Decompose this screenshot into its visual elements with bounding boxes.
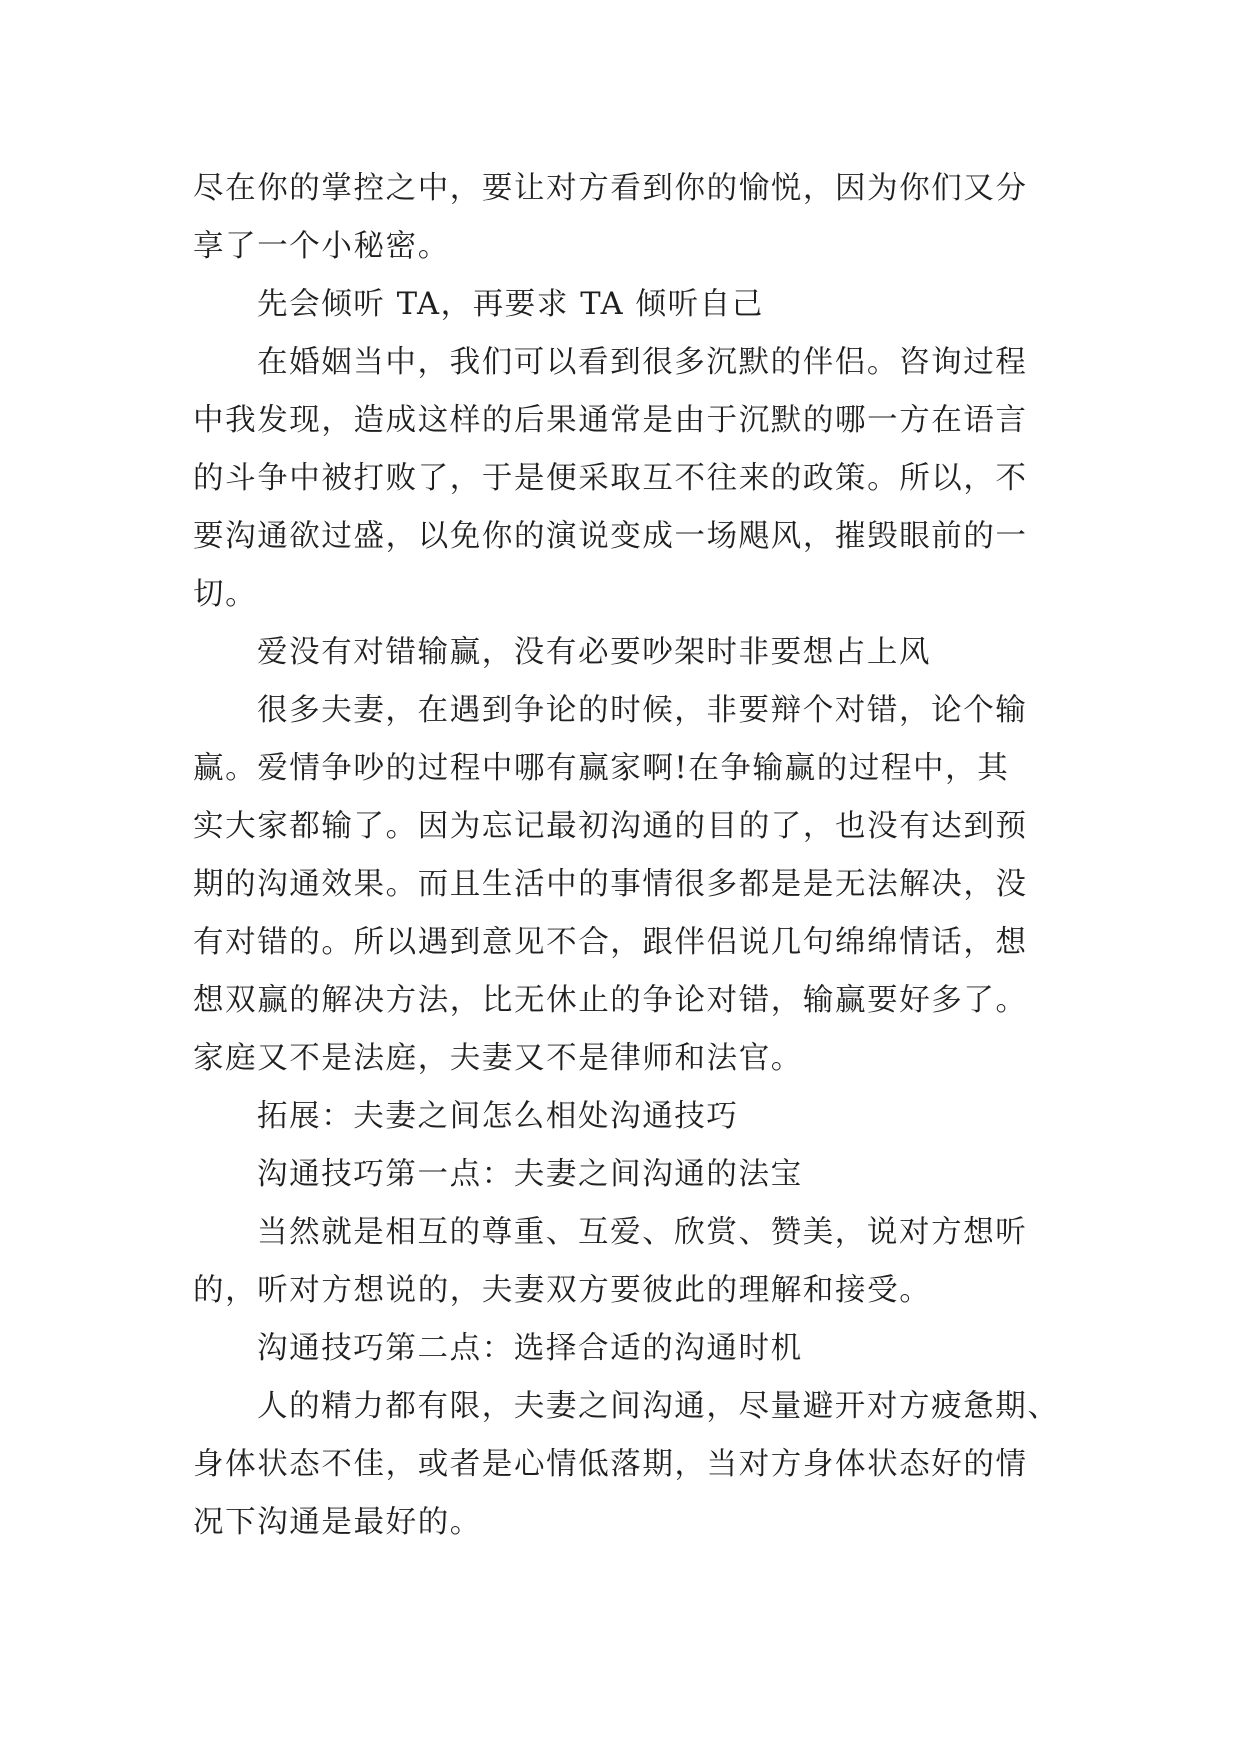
paragraph-first-line: 很多夫妻，在遇到争论的时候，非要辩个对错，论个输 xyxy=(257,693,1028,728)
paragraph-line: 要沟通欲过盛，以免你的演说变成一场飓风，摧毁眼前的一 xyxy=(193,519,1028,554)
paragraph-first-line: 当然就是相互的尊重、互爱、欣赏、赞美，说对方想听 xyxy=(257,1215,1028,1250)
paragraph-line: 实大家都输了。因为忘记最初沟通的目的了，也没有达到预 xyxy=(193,809,1028,844)
paragraph-line: 家庭又不是法庭，夫妻又不是律师和法官。 xyxy=(193,1041,803,1076)
paragraph-first-line: 人的精力都有限，夫妻之间沟通，尽量避开对方疲惫期、 xyxy=(257,1389,1060,1424)
paragraph-first-line: 沟通技巧第一点：夫妻之间沟通的法宝 xyxy=(257,1157,803,1192)
paragraph-first-line: 爱没有对错输赢，没有必要吵架时非要想占上风 xyxy=(257,635,932,670)
paragraph-line: 的，听对方想说的，夫妻双方要彼此的理解和接受。 xyxy=(193,1273,932,1308)
paragraph-line: 期的沟通效果。而且生活中的事情很多都是是无法解决，没 xyxy=(193,867,1028,902)
paragraph-line: 尽在你的掌控之中，要让对方看到你的愉悦，因为你们又分 xyxy=(193,171,1028,206)
paragraph-line: 身体状态不佳，或者是心情低落期，当对方身体状态好的情 xyxy=(193,1447,1028,1482)
paragraph-line: 切。 xyxy=(193,577,258,612)
paragraph-first-line: 沟通技巧第二点：选择合适的沟通时机 xyxy=(257,1331,803,1366)
paragraph-line: 赢。爱情争吵的过程中哪有赢家啊!在争输赢的过程中，其 xyxy=(193,751,1010,786)
paragraph-line: 的斗争中被打败了，于是便采取互不往来的政策。所以，不 xyxy=(193,461,1028,496)
paragraph-first-line: 先会倾听 TA，再要求 TA 倾听自己 xyxy=(257,287,764,322)
paragraph-line: 有对错的。所以遇到意见不合，跟伴侣说几句绵绵情话，想 xyxy=(193,925,1028,960)
paragraph-line: 想双赢的解决方法，比无休止的争论对错，输赢要好多了。 xyxy=(193,983,1028,1018)
document-body xyxy=(193,160,1060,1552)
paragraph-line: 况下沟通是最好的。 xyxy=(193,1505,482,1540)
paragraph-line: 享了一个小秘密。 xyxy=(193,229,450,264)
paragraph-first-line: 在婚姻当中，我们可以看到很多沉默的伴侣。咨询过程 xyxy=(257,345,1028,380)
paragraph-line: 中我发现，造成这样的后果通常是由于沉默的哪一方在语言 xyxy=(193,403,1028,438)
paragraph-first-line: 拓展：夫妻之间怎么相处沟通技巧 xyxy=(257,1099,739,1134)
